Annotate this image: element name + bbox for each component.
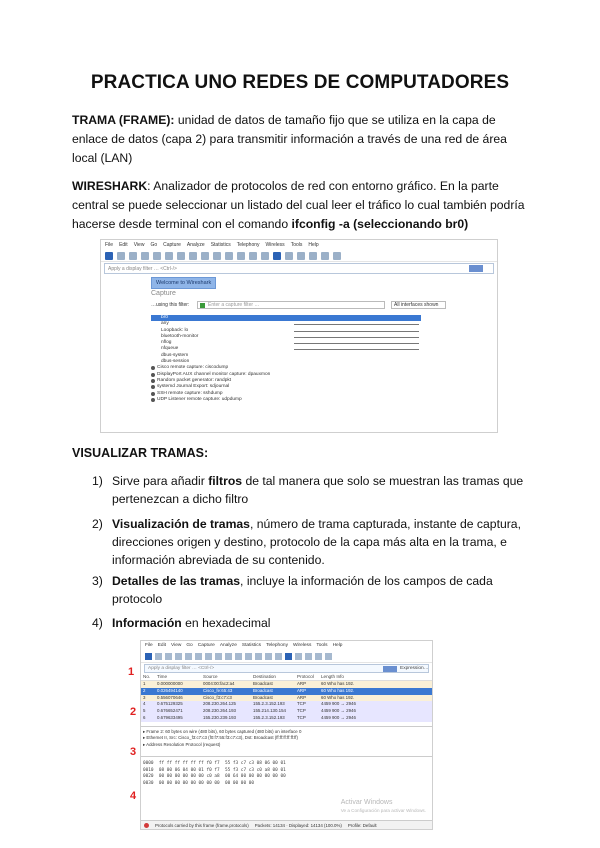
stop-icon bbox=[117, 252, 125, 260]
status-packets: Packets: 14134 · Displayed: 14134 (100.0%) bbox=[254, 822, 342, 828]
zoom-in-icon bbox=[297, 252, 305, 260]
display-filter-placeholder: Apply a display filter … <Ctrl-/> bbox=[108, 265, 177, 272]
extcap-row: SSH remote capture: sshdump bbox=[151, 391, 421, 397]
interface-row: nflog bbox=[151, 340, 421, 346]
packet-row: 4 0.675129325 208.230.264.125 155.2.3.152.193 TCP 4459 900 → 2946 bbox=[141, 701, 432, 708]
welcome-body bbox=[101, 275, 497, 433]
menu-item: Analyze bbox=[186, 242, 205, 248]
list-item bbox=[92, 515, 528, 569]
detail-line: ▸ Frame 2: 60 bytes on wire (480 bits), 60 bytes captured (480 bits) on interface 0 bbox=[143, 728, 302, 734]
filter-apply-icon bbox=[383, 666, 397, 672]
last-icon bbox=[275, 653, 282, 660]
menu-item: Wireless bbox=[292, 643, 312, 648]
first-icon bbox=[249, 252, 257, 260]
forward-icon bbox=[245, 653, 252, 660]
stop-icon bbox=[155, 653, 162, 660]
zoom-out-icon bbox=[309, 252, 317, 260]
menu-item: Tools bbox=[316, 643, 328, 648]
packet-list bbox=[141, 681, 432, 722]
search-icon bbox=[201, 252, 209, 260]
toolbar bbox=[141, 650, 432, 663]
zoom-in-icon bbox=[305, 653, 312, 660]
page-title: PRACTICA UNO REDES DE COMPUTADORES bbox=[90, 72, 510, 93]
status-profile: Profile: Default bbox=[347, 822, 377, 828]
wireshark-paragraph bbox=[72, 177, 528, 234]
list-number: 1) bbox=[92, 474, 103, 488]
menu-item: File bbox=[145, 643, 153, 648]
save-icon bbox=[195, 653, 202, 660]
menu-item: Capture bbox=[197, 643, 215, 648]
marker-1: 1 bbox=[128, 666, 135, 678]
packet-list-header: No. Time Source Destination Protocol Length Info bbox=[141, 674, 432, 681]
display-filter-bar bbox=[104, 263, 494, 274]
colorize-icon bbox=[295, 653, 302, 660]
colorize-icon bbox=[285, 252, 293, 260]
close-icon bbox=[177, 252, 185, 260]
list-text: Visualización de tramas, número de trama capturada, instante de captura, direcciones origen y destino, protocolo de la capa más alta en la trama, e información abreviada de su contenido. bbox=[112, 517, 521, 567]
list-item bbox=[92, 472, 528, 508]
trama-term: TRAMA (FRAME): bbox=[72, 113, 175, 127]
interface-row: br0 bbox=[151, 315, 421, 321]
interface-row: Loopback: lo bbox=[151, 328, 421, 334]
open-file-icon bbox=[185, 653, 192, 660]
restart-icon bbox=[165, 653, 172, 660]
menu-item: File bbox=[105, 242, 114, 248]
resize-columns-icon bbox=[333, 252, 341, 260]
interface-row: nfqueue bbox=[151, 346, 421, 352]
hex-line: 0030 00 00 00 00 00 00 00 00 00 00 00 00 bbox=[143, 780, 255, 786]
hex-line: 0000 ff ff ff ff ff ff f0 f7 55 f3 c7 c3 08 06 00 01 bbox=[143, 761, 286, 767]
wireshark-command: ifconfig -a (seleccionando br0) bbox=[291, 217, 469, 231]
packet-row: 3 0.556070646 Cisco_f3:c7:c3 Broadcast ARP 60 Who has 192. bbox=[141, 695, 432, 702]
restart-icon bbox=[129, 252, 137, 260]
list-number: 4) bbox=[92, 616, 103, 630]
menu-item: Statistics bbox=[210, 242, 231, 248]
bookmark-icon bbox=[200, 303, 205, 308]
interface-row: bluetooth-monitor bbox=[151, 334, 421, 340]
display-filter-placeholder: Apply a display filter … <Ctrl-/> bbox=[148, 666, 215, 671]
trama-definition: unidad de datos de tamaño fijo que se utiliza en la capa de enlace de datos (capa 2) para transmitir información a través de una red de área local (LAN) bbox=[72, 113, 507, 165]
options-icon bbox=[175, 653, 182, 660]
list-text: Detalles de las tramas, incluye la información de los campos de cada protocolo bbox=[112, 574, 493, 606]
save-icon bbox=[165, 252, 173, 260]
capture-filter-placeholder: Enter a capture filter … bbox=[208, 302, 260, 308]
menu-item: Wireless bbox=[265, 242, 285, 248]
menu-item: Help bbox=[332, 643, 343, 648]
extcap-row: systemd Journal Export: sdjournal bbox=[151, 384, 421, 390]
trama-paragraph bbox=[72, 111, 528, 168]
interface-row: dbus-system bbox=[161, 352, 189, 358]
back-icon bbox=[213, 252, 221, 260]
interface-list bbox=[151, 315, 421, 403]
list-number: 2) bbox=[92, 517, 103, 531]
menu-item: Telephony bbox=[266, 643, 288, 648]
filter-apply-icon bbox=[469, 265, 483, 272]
extcap-row: Random packet generator: randpkt bbox=[151, 378, 421, 384]
status-left: Protocols carried by this frame (frame.protocols) bbox=[155, 822, 249, 828]
wireshark-term: WIRESHARK bbox=[72, 179, 148, 193]
list-item bbox=[92, 614, 528, 632]
menu-item: Capture bbox=[163, 242, 181, 248]
menu-item: View bbox=[133, 242, 145, 248]
hex-line: 0020 00 00 00 00 00 00 c0 a8 00 64 00 00 00 00 00 00 bbox=[143, 774, 286, 780]
list-text: Sirve para añadir filtros de tal manera que solo se muestran las tramas que pertenezcan a dicho filtro bbox=[112, 474, 524, 506]
menu-item: View bbox=[171, 643, 182, 648]
activation-watermark: Activar Windows Ve a Configuración para activar Windows. bbox=[340, 799, 426, 813]
extcap-row: DisplayPort AUX channel monitor capture: dpauxmon bbox=[151, 372, 421, 378]
autoscroll-icon bbox=[285, 653, 292, 660]
extcap-row: Cisco remote capture: ciscodump bbox=[151, 365, 421, 371]
marker-3: 3 bbox=[130, 746, 137, 758]
autoscroll-icon bbox=[273, 252, 281, 260]
interface-row: any bbox=[151, 321, 421, 327]
list-item bbox=[92, 572, 528, 608]
packet-row: 2 0.026494140 Cisco_fe:65:43 Broadcast ARP 60 Who has 192. bbox=[141, 688, 432, 695]
status-dot-icon bbox=[144, 823, 149, 828]
menu-bar bbox=[101, 240, 497, 250]
status-bar bbox=[141, 820, 432, 829]
using-filter-label: …using this filter: bbox=[151, 302, 190, 308]
expression-button: Expression… bbox=[400, 666, 429, 671]
welcome-banner: Welcome to Wireshark bbox=[151, 277, 216, 289]
menu-item: Statistics bbox=[241, 643, 262, 648]
section-heading: VISUALIZAR TRAMAS: bbox=[72, 446, 209, 460]
marker-4: 4 bbox=[130, 790, 137, 802]
packet-row: 6 0.679633495 155.230.239.193 155.2.3.152.193 TCP 4459 900 → 2946 bbox=[141, 715, 432, 722]
shark-fin-icon bbox=[145, 653, 152, 660]
menu-item: Tools bbox=[290, 242, 303, 248]
close-icon bbox=[205, 653, 212, 660]
packet-row: 1 0.000000000 0004:00:fac2:a4 Broadcast ARP 60 Who has 192. bbox=[141, 681, 432, 688]
toolbar bbox=[101, 250, 497, 262]
resize-columns-icon bbox=[325, 653, 332, 660]
wireshark-welcome-screenshot bbox=[100, 239, 498, 433]
packet-row: 5 0.676652471 208.230.264.193 155.214.130.154 TCP 4459 900 → 2946 bbox=[141, 708, 432, 715]
last-icon bbox=[261, 252, 269, 260]
interface-row: dbus-session bbox=[161, 359, 190, 365]
goto-icon bbox=[255, 653, 262, 660]
capture-filter-box bbox=[197, 301, 385, 309]
menu-item: Edit bbox=[157, 643, 167, 648]
list-text: Información en hexadecimal bbox=[112, 616, 271, 630]
forward-icon bbox=[225, 252, 233, 260]
packet-details bbox=[141, 726, 432, 751]
menu-item: Go bbox=[186, 643, 193, 648]
menu-bar bbox=[141, 641, 432, 650]
search-icon bbox=[225, 653, 232, 660]
menu-item: Help bbox=[308, 242, 319, 248]
menu-item: Go bbox=[150, 242, 158, 248]
marker-2: 2 bbox=[130, 706, 137, 718]
detail-line: ▸ Ethernet II, Src: Cisco_f3:c7:c3 (f0:f7:55:f3:c7:c3), Dst: Broadcast (ff:ff:ff:ff:ff:ff) bbox=[143, 735, 298, 741]
menu-item: Edit bbox=[119, 242, 128, 248]
open-file-icon bbox=[153, 252, 161, 260]
zoom-normal-icon bbox=[321, 252, 329, 260]
extcap-row: UDP Listener remote capture: udpdump bbox=[151, 397, 421, 403]
wireshark-capture-screenshot bbox=[140, 640, 433, 830]
menu-item: Telephony bbox=[236, 242, 260, 248]
packet-bytes bbox=[141, 756, 432, 791]
first-icon bbox=[265, 653, 272, 660]
wireshark-text: : Analizador de protocolos de red con entorno gráfico. En la parte central se puede seleccionar un listado del cual leer el tráfico lo cual también podría hacerse desde terminal con el comando bbox=[72, 179, 525, 231]
detail-line: ▸ Address Resolution Protocol (request) bbox=[143, 741, 221, 747]
shark-fin-icon bbox=[105, 252, 113, 260]
display-filter-bar bbox=[144, 664, 429, 673]
zoom-out-icon bbox=[315, 653, 322, 660]
reload-icon bbox=[215, 653, 222, 660]
interfaces-select: All interfaces shown bbox=[391, 301, 446, 309]
capture-heading: Capture bbox=[151, 290, 176, 297]
options-icon bbox=[141, 252, 149, 260]
back-icon bbox=[235, 653, 242, 660]
reload-icon bbox=[189, 252, 197, 260]
list-number: 3) bbox=[92, 574, 103, 588]
menu-item: Analyze bbox=[219, 643, 237, 648]
hex-line: 0010 08 00 06 04 00 01 f0 f7 55 f3 c7 c3 c0 a8 00 01 bbox=[143, 767, 286, 773]
goto-icon bbox=[237, 252, 245, 260]
